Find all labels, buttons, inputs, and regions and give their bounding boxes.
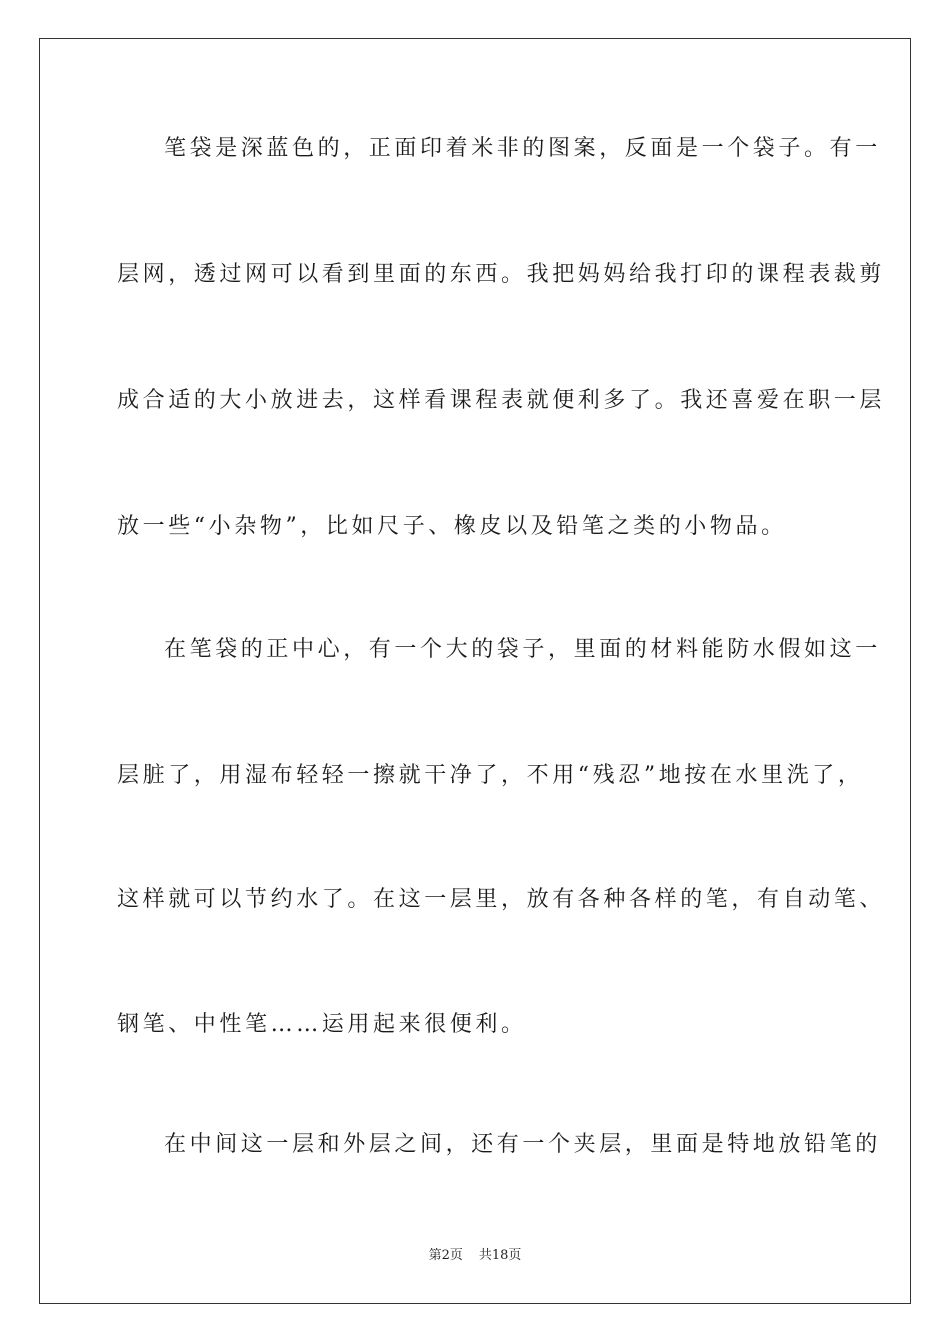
page-number-total: 共18页 — [478, 1248, 522, 1263]
paragraph-2-line-2: 层脏了，用湿布轻轻一擦就干净了，不用“残忍”地按在水里洗了， — [117, 763, 864, 788]
paragraph-1-line-4: 放一些“小杂物”，比如尺子、橡皮以及铅笔之类的小物品。 — [117, 514, 787, 539]
page-border — [39, 38, 911, 1304]
paragraph-1-line-1: 笔袋是深蓝色的，正面印着米非的图案，反面是一个袋子。有一 — [164, 136, 881, 161]
paragraph-2-line-4: 钢笔、中性笔……运用起来很便利。 — [117, 1012, 527, 1037]
paragraph-2-line-3: 这样就可以节约水了。在这一层里，放有各种各样的笔，有自动笔、 — [117, 887, 886, 912]
paragraph-1-line-3: 成合适的大小放进去，这样看课程表就便利多了。我还喜爱在职一层 — [117, 388, 886, 413]
page-number-current: 第2页 — [428, 1248, 463, 1263]
paragraph-1-line-2: 层网，透过网可以看到里面的东西。我把妈妈给我打印的课程表裁剪 — [117, 262, 886, 287]
paragraph-3-line-1: 在中间这一层和外层之间，还有一个夹层，里面是特地放铅笔的 — [164, 1132, 881, 1157]
page-footer — [0, 1247, 950, 1265]
paragraph-2-line-1: 在笔袋的正中心，有一个大的袋子，里面的材料能防水假如这一 — [164, 637, 881, 662]
